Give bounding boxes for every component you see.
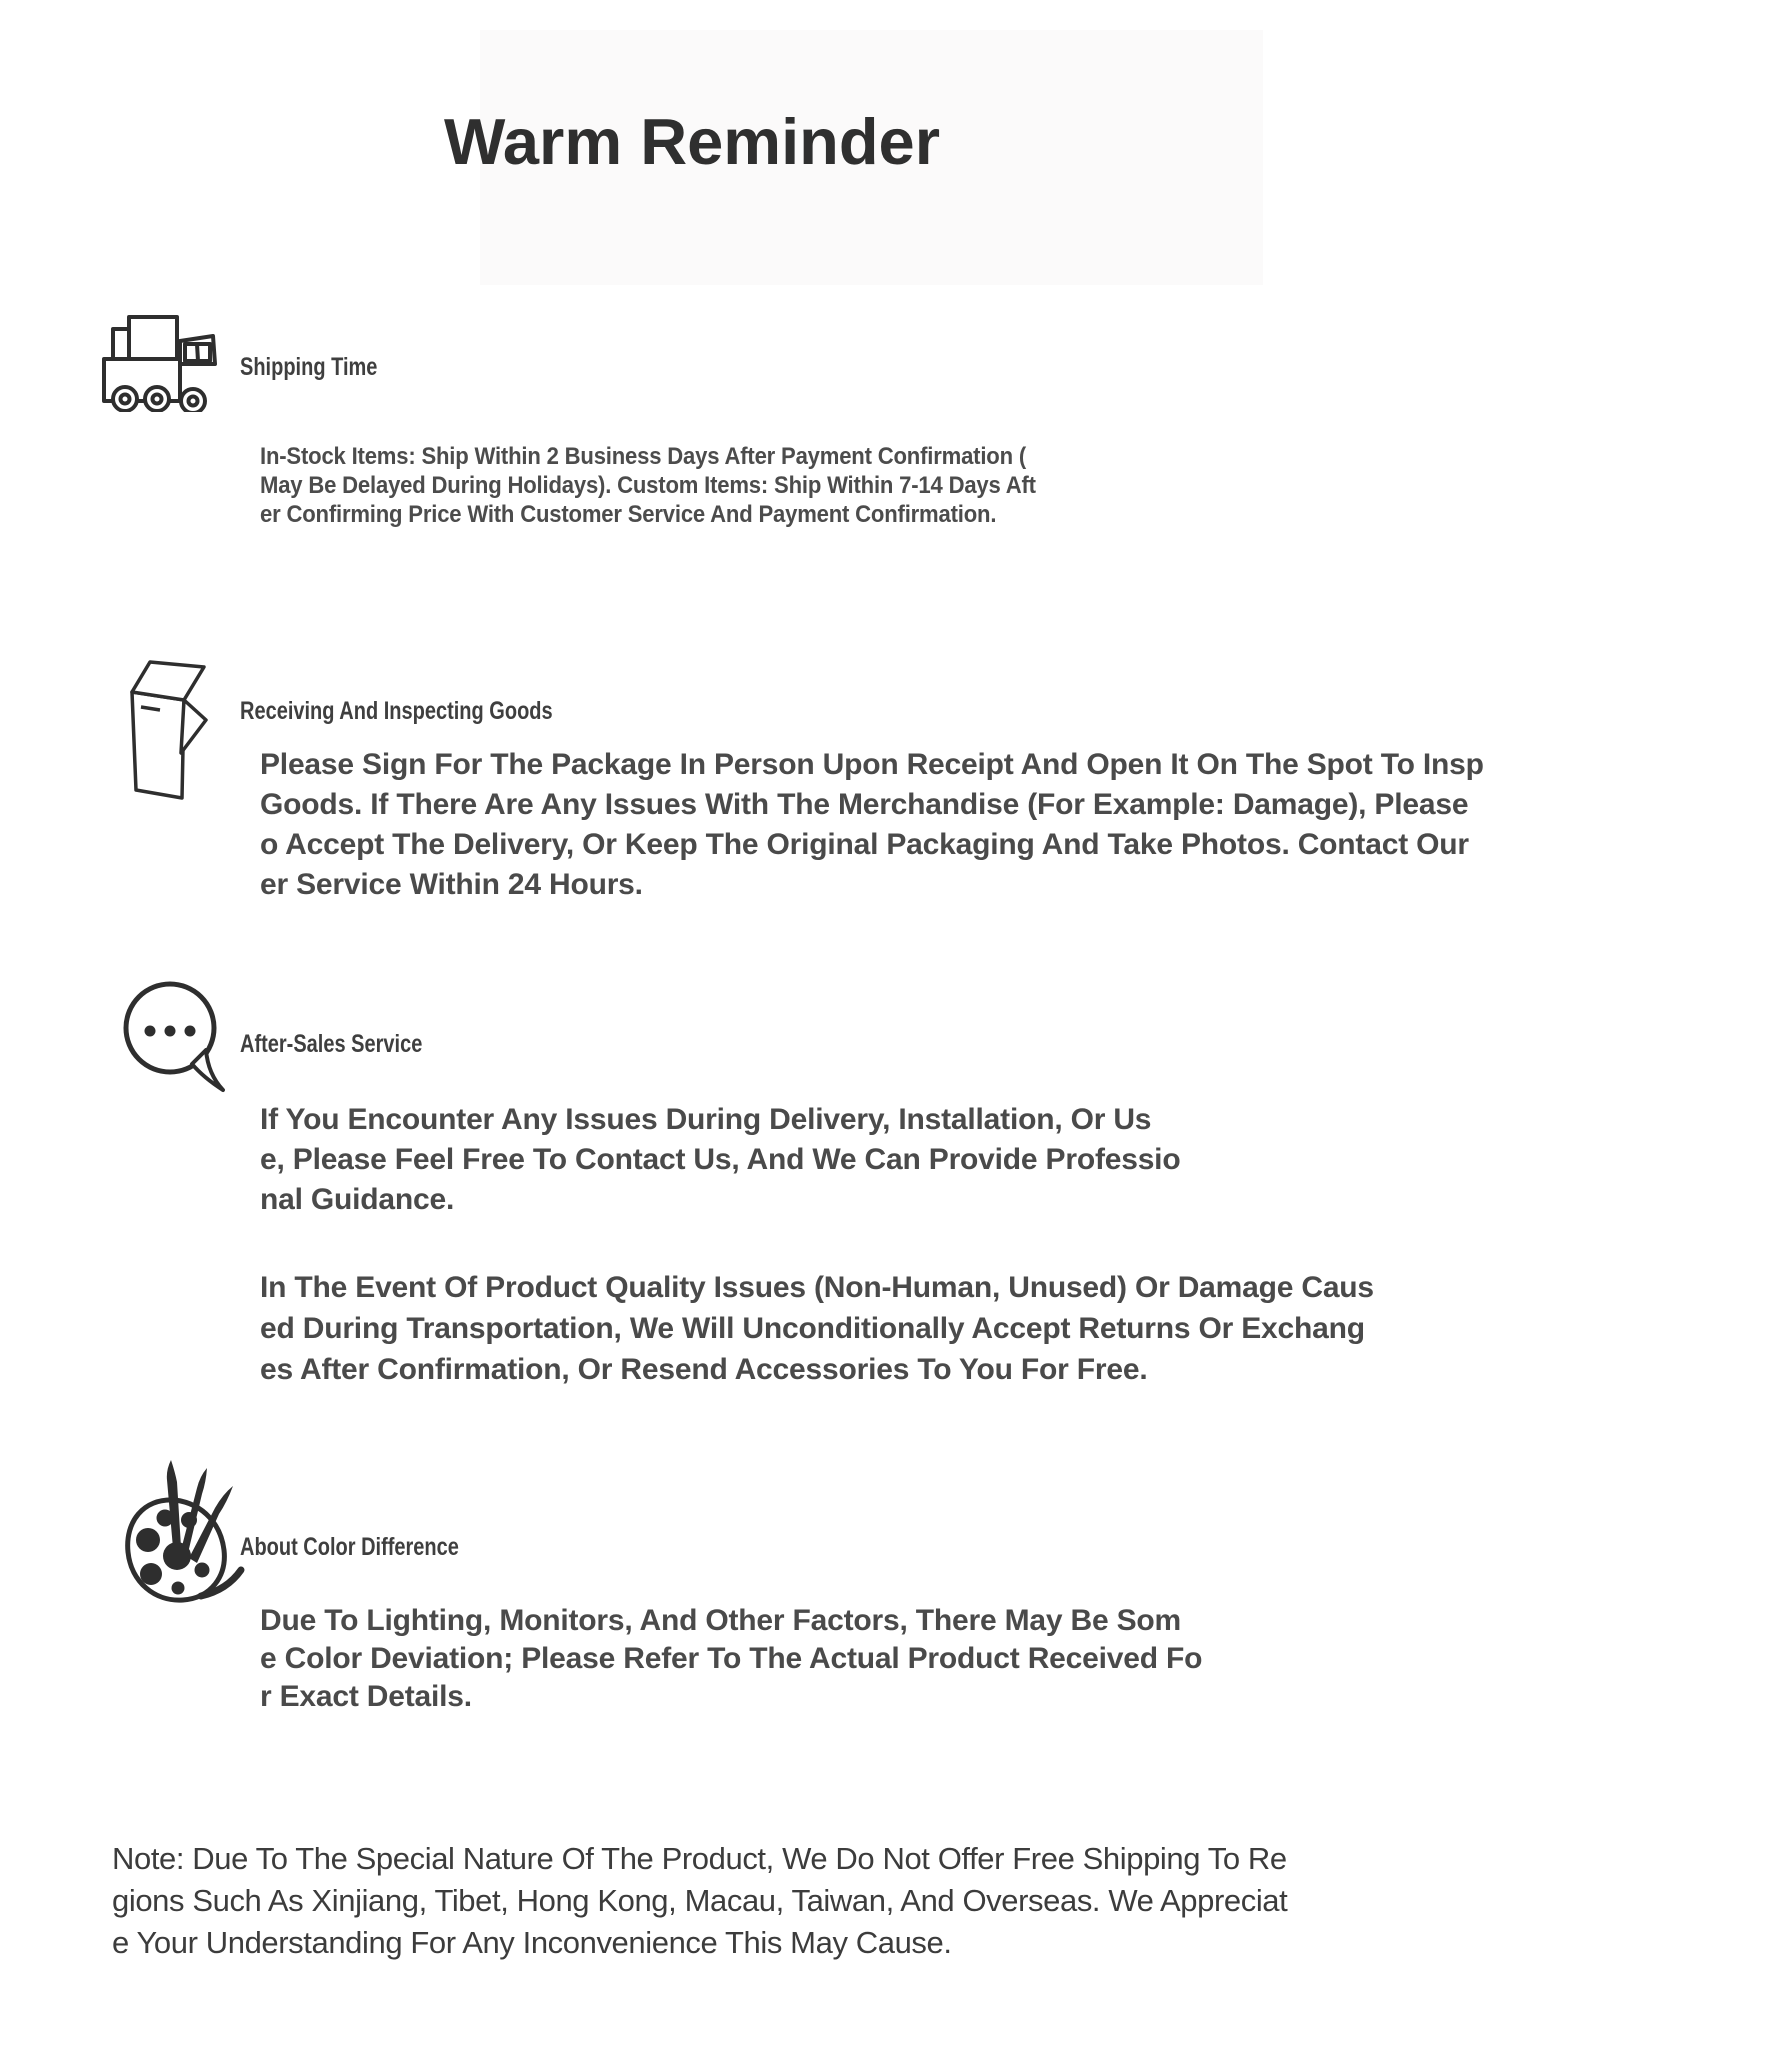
text-line: Due To Lighting, Monitors, And Other Factors, There May Be Som bbox=[260, 1604, 1181, 1637]
text-line: er Service Within 24 Hours. bbox=[260, 868, 643, 901]
section-heading-after-sales: After-Sales Service bbox=[240, 1030, 423, 1058]
text-line: May Be Delayed During Holidays). Custom Items: Ship Within 7-14 Days Aft bbox=[260, 472, 1036, 499]
color-difference-paragraph bbox=[260, 1602, 1202, 1716]
text-line: e Color Deviation; Please Refer To The Actual Product Received Fo bbox=[260, 1642, 1203, 1675]
shipping-note bbox=[112, 1838, 1287, 1964]
text-line: In The Event Of Product Quality Issues (Non-Human, Unused) Or Damage Caus bbox=[260, 1271, 1374, 1304]
section-heading-color-difference: About Color Difference bbox=[240, 1533, 459, 1561]
palette-icon bbox=[115, 1450, 247, 1610]
text-line: r Exact Details. bbox=[260, 1680, 472, 1713]
after-sales-paragraph-2 bbox=[260, 1267, 1374, 1390]
shipping-time-paragraph bbox=[260, 442, 1103, 529]
text-line: If You Encounter Any Issues During Delivery, Installation, Or Us bbox=[260, 1103, 1152, 1136]
page-title: Warm Reminder bbox=[443, 105, 941, 178]
open-box-icon bbox=[120, 650, 215, 808]
section-heading-receiving-goods: Receiving And Inspecting Goods bbox=[240, 697, 553, 725]
section-heading-shipping-time: Shipping Time bbox=[240, 353, 378, 381]
text-line: e, Please Feel Free To Contact Us, And We Can Provide Professio bbox=[260, 1143, 1181, 1176]
text-line: ed During Transportation, We Will Unconditionally Accept Returns Or Exchang bbox=[260, 1312, 1365, 1345]
text-line: Please Sign For The Package In Person Upon Receipt And Open It On The Spot To Insp bbox=[260, 748, 1484, 781]
after-sales-paragraph-1 bbox=[260, 1100, 1180, 1220]
truck-icon bbox=[100, 308, 220, 412]
receiving-goods-paragraph bbox=[260, 745, 1484, 905]
text-line: In-Stock Items: Ship Within 2 Business Days After Payment Confirmation ( bbox=[260, 443, 1027, 470]
text-line: es After Confirmation, Or Resend Accessories To You For Free. bbox=[260, 1353, 1148, 1386]
chat-bubble-icon bbox=[120, 978, 228, 1100]
text-line: o Accept The Delivery, Or Keep The Original Packaging And Take Photos. Contact Our bbox=[260, 828, 1469, 861]
text-line: Note: Due To The Special Nature Of The Product, We Do Not Offer Free Shipping To Re bbox=[112, 1841, 1287, 1876]
text-line: Goods. If There Are Any Issues With The Merchandise (For Example: Damage), Please bbox=[260, 788, 1469, 821]
text-line: gions Such As Xinjiang, Tibet, Hong Kong, Macau, Taiwan, And Overseas. We Appreciat bbox=[112, 1883, 1288, 1918]
text-line: e Your Understanding For Any Inconvenience This May Cause. bbox=[112, 1925, 952, 1960]
text-line: er Confirming Price With Customer Service And Payment Confirmation. bbox=[260, 501, 997, 528]
text-line: nal Guidance. bbox=[260, 1183, 455, 1216]
